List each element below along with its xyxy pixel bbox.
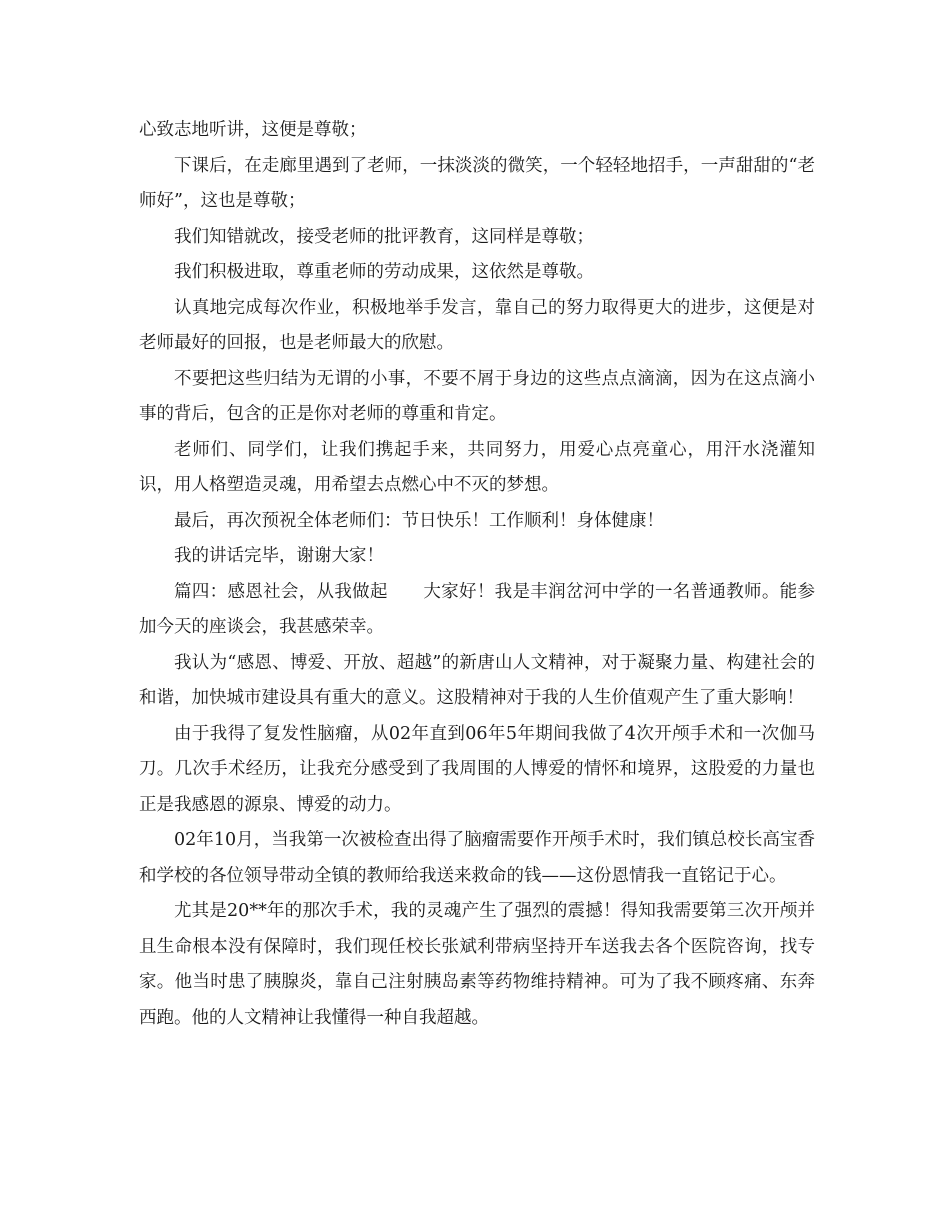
paragraph: 我的讲话完毕，谢谢大家！ — [174, 546, 384, 566]
paragraph: 篇四：感恩社会，从我做起 大家好！我是丰润岔河中学的一名普通教师。能参加今天的座谈会，我甚感荣幸。 — [139, 581, 815, 637]
paragraph: 最后，再次预祝全体老师们：节日快乐！工作顺利！身体健康！ — [174, 510, 664, 531]
paragraph: 02年10月，当我第一次被检查出得了脑瘤需要作开颅手术时，我们镇总校长高宝香和学校的各位领导带动全镇的教师给我送来救命的钱——这份恩情我一直铭记于心。 — [139, 830, 815, 886]
paragraph: 尤其是20**年的那次手术，我的灵魂产生了强烈的震撼！得知我需要第三次开颅并且生命根本没有保障时，我们现任校长张斌利带病坚持开车送我去各个医院咨询，找专家。他当时患了胰腺炎，靠自己注射胰岛素等药物维持精神。可为了我不顾疼痛、东奔西跑。他的人文精神让我懂得一种自我超越。 — [139, 901, 815, 1028]
paragraph: 我们积极进取，尊重老师的劳动成果，这依然是尊敬。 — [174, 262, 594, 282]
paragraph: 认真地完成每次作业，积极地举手发言，靠自己的努力取得更大的进步，这便是对老师最好的回报，也是老师最大的欣慰。 — [139, 297, 815, 353]
paragraph: 不要把这些归结为无谓的小事，不要不屑于身边的这些点点滴滴，因为在这点滴小事的背后，包含的正是你对老师的尊重和肯定。 — [139, 368, 815, 424]
paragraph: 我们知错就改，接受老师的批评教育，这同样是尊敬； — [174, 226, 594, 247]
paragraph: 心致志地听讲，这便是尊敬； — [139, 120, 367, 140]
paragraph: 我认为“感恩、博爱、开放、超越”的新唐山人文精神，对于凝聚力量、构建社会的和谐，加快城市建设具有重大的意义。这股精神对于我的人生价值观产生了重大影响！ — [139, 652, 815, 708]
paragraph: 下课后，在走廊里遇到了老师，一抹淡淡的微笑，一个轻轻地招手，一声甜甜的“老师好”，这也是尊敬； — [139, 155, 815, 211]
paragraph: 由于我得了复发性脑瘤，从02年直到06年5年期间我做了4次开颅手术和一次伽马刀。几次手术经历，让我充分感受到了我周围的人博爱的情怀和境界，这股爱的力量也正是我感恩的源泉、博爱的动力。 — [139, 723, 815, 815]
document-body — [139, 113, 815, 1036]
paragraph: 老师们、同学们，让我们携起手来，共同努力，用爱心点亮童心，用汗水浇灌知识，用人格塑造灵魂，用希望去点燃心中不灭的梦想。 — [139, 439, 815, 495]
